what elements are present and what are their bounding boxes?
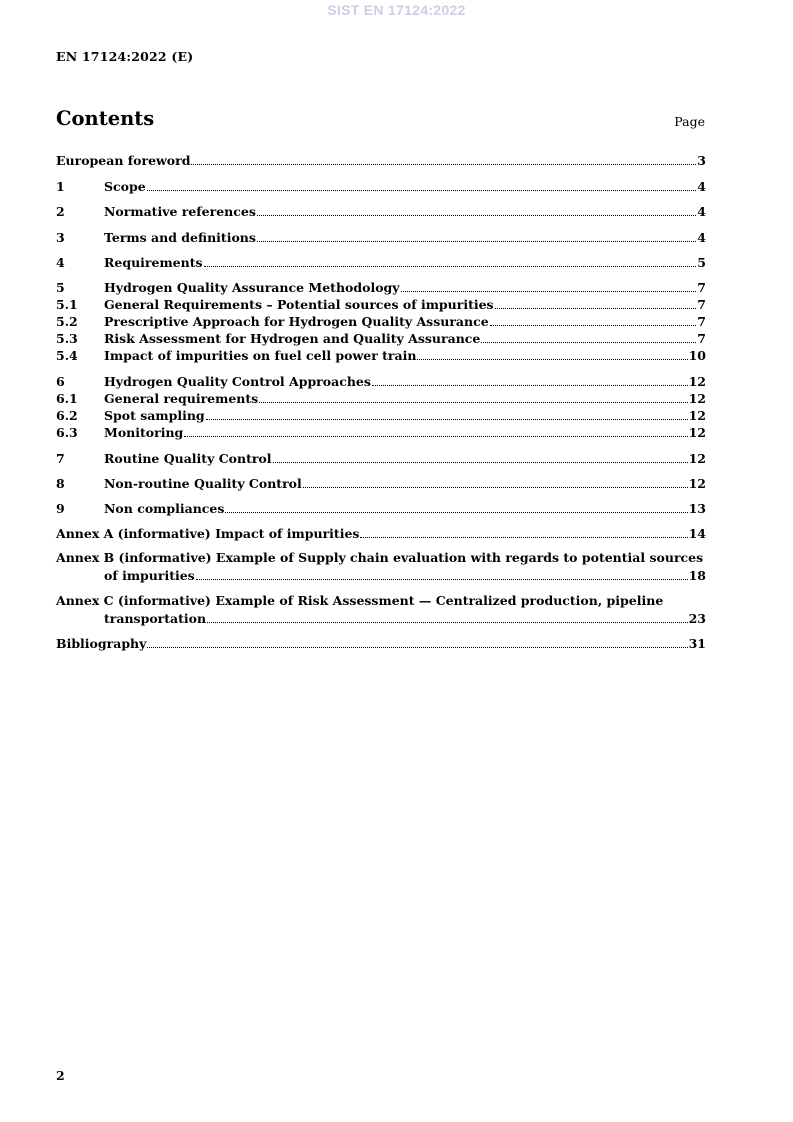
toc-entry-title: Scope — [104, 179, 146, 194]
toc-entry-1[interactable] — [56, 177, 706, 194]
toc-entry-page: 3 — [697, 153, 706, 168]
toc-entry-title: Monitoring — [104, 425, 184, 440]
toc-entry-title: Non-routine Quality Control — [104, 476, 302, 491]
toc-entry-5-2[interactable] — [56, 312, 706, 329]
toc-entry-5-4[interactable] — [56, 346, 706, 363]
dot-leader — [225, 512, 687, 513]
toc-entry-number: 5 — [56, 280, 65, 295]
toc-entry-annex-b-heading[interactable]: Annex B (informative) Example of Supply chain evaluation with regards to potential sources — [56, 550, 704, 565]
toc-entry-title: Hydrogen Quality Assurance Methodology — [104, 280, 400, 295]
toc-entry-annex-c[interactable] — [56, 609, 706, 626]
dot-leader — [490, 325, 697, 326]
toc-entry-page: 10 — [688, 348, 706, 363]
toc-entry-title: Terms and definitions — [104, 230, 256, 245]
toc-entry-number: 5.4 — [56, 348, 78, 363]
toc-entry-page: 12 — [688, 408, 706, 423]
toc-entry-9[interactable] — [56, 499, 706, 516]
toc-entry-8[interactable] — [56, 474, 706, 491]
toc-entry-title: Prescriptive Approach for Hydrogen Quality Assurance — [104, 314, 489, 329]
toc-entry-title: Annex A (informative) Impact of impurities — [56, 526, 360, 541]
dot-leader — [481, 342, 696, 343]
toc-entry-title: Bibliography — [56, 636, 147, 651]
watermark: SIST EN 17124:2022 — [327, 2, 466, 18]
dot-leader — [206, 419, 688, 420]
toc-entry-4[interactable] — [56, 253, 706, 270]
dot-leader — [360, 537, 687, 538]
dot-leader — [257, 241, 696, 242]
toc-entry-6[interactable] — [56, 372, 706, 389]
contents-heading: Contents — [56, 107, 155, 130]
toc-entry-number: 8 — [56, 476, 65, 491]
toc-entry-5[interactable] — [56, 278, 706, 295]
dot-leader — [207, 622, 688, 623]
toc-entry-title: European foreword — [56, 153, 191, 168]
toc-entry-3[interactable] — [56, 228, 706, 245]
toc-entry-foreword[interactable] — [56, 151, 706, 168]
dot-leader — [191, 164, 696, 165]
toc-entry-page: 5 — [697, 255, 706, 270]
toc-entry-page: 4 — [697, 230, 706, 245]
document-id: EN 17124:2022 (E) — [56, 49, 194, 64]
dot-leader — [184, 436, 687, 437]
toc-entry-title: Normative references — [104, 204, 256, 219]
toc-entry-bibliography[interactable] — [56, 634, 706, 651]
toc-entry-title: Non compliances — [104, 501, 225, 516]
dot-leader — [273, 462, 688, 463]
toc-entry-title: Risk Assessment for Hydrogen and Quality Assurance — [104, 331, 481, 346]
toc-entry-page: 12 — [688, 451, 706, 466]
dot-leader — [257, 215, 696, 216]
toc-entry-page: 13 — [688, 501, 706, 516]
toc-entry-page: 31 — [688, 636, 706, 651]
dot-leader — [147, 647, 687, 648]
toc-entry-6-2[interactable] — [56, 406, 706, 423]
dot-leader — [417, 359, 687, 360]
toc-entry-number: 6.2 — [56, 408, 78, 423]
toc-entry-page: 7 — [697, 314, 706, 329]
toc-entry-number: 1 — [56, 179, 65, 194]
toc-entry-title: Requirements — [104, 255, 203, 270]
dot-leader — [147, 190, 697, 191]
toc-entry-page: 23 — [688, 611, 706, 626]
toc-entry-page: 12 — [688, 391, 706, 406]
toc-entry-number: 2 — [56, 204, 65, 219]
toc-entry-number: 7 — [56, 451, 65, 466]
toc-entry-title: General Requirements – Potential sources of impurities — [104, 297, 494, 312]
toc-entry-number: 6.3 — [56, 425, 78, 440]
toc-entry-page: 12 — [688, 425, 706, 440]
toc-entry-annex-b[interactable] — [56, 566, 706, 583]
toc-entry-6-1[interactable] — [56, 389, 706, 406]
toc-entry-page: 7 — [697, 280, 706, 295]
toc-entry-number: 3 — [56, 230, 65, 245]
toc-entry-page: 4 — [697, 204, 706, 219]
dot-leader — [372, 385, 688, 386]
toc-entry-number: 4 — [56, 255, 65, 270]
page-column-label: Page — [674, 114, 705, 129]
dot-leader — [303, 487, 688, 488]
toc-entry-annex-c-heading[interactable]: Annex C (informative) Example of Risk Assessment — Centralized production, pipeline — [56, 593, 664, 608]
toc-entry-page: 14 — [688, 526, 706, 541]
dot-leader — [401, 291, 697, 292]
toc-entry-page: 4 — [697, 179, 706, 194]
toc-entry-page: 12 — [688, 476, 706, 491]
toc-entry-title: of impurities — [104, 568, 195, 583]
toc-entry-title: Hydrogen Quality Control Approaches — [104, 374, 371, 389]
toc-entry-annex-a[interactable] — [56, 524, 706, 541]
toc-entry-5-3[interactable] — [56, 329, 706, 346]
toc-entry-title: transportation — [104, 611, 207, 626]
toc-entry-title: General requirements — [104, 391, 259, 406]
toc-entry-5-1[interactable] — [56, 295, 706, 312]
dot-leader — [204, 266, 697, 267]
page-number: 2 — [56, 1068, 65, 1083]
toc-entry-page: 7 — [697, 331, 706, 346]
toc-entry-2[interactable] — [56, 202, 706, 219]
toc-entry-title: Impact of impurities on fuel cell power train — [104, 348, 417, 363]
toc-entry-number: 5.1 — [56, 297, 78, 312]
toc-entry-title: Spot sampling — [104, 408, 205, 423]
toc-entry-number: 6.1 — [56, 391, 78, 406]
dot-leader — [259, 402, 687, 403]
toc-entry-number: 9 — [56, 501, 65, 516]
toc-entry-title: Routine Quality Control — [104, 451, 272, 466]
toc-entry-page: 12 — [688, 374, 706, 389]
dot-leader — [495, 308, 697, 309]
toc-entry-6-3[interactable] — [56, 423, 706, 440]
toc-entry-7[interactable] — [56, 449, 706, 466]
toc-entry-page: 7 — [697, 297, 706, 312]
toc-entry-number: 5.3 — [56, 331, 78, 346]
dot-leader — [196, 579, 688, 580]
toc-entry-page: 18 — [688, 568, 706, 583]
toc-entry-number: 6 — [56, 374, 65, 389]
toc-entry-number: 5.2 — [56, 314, 78, 329]
